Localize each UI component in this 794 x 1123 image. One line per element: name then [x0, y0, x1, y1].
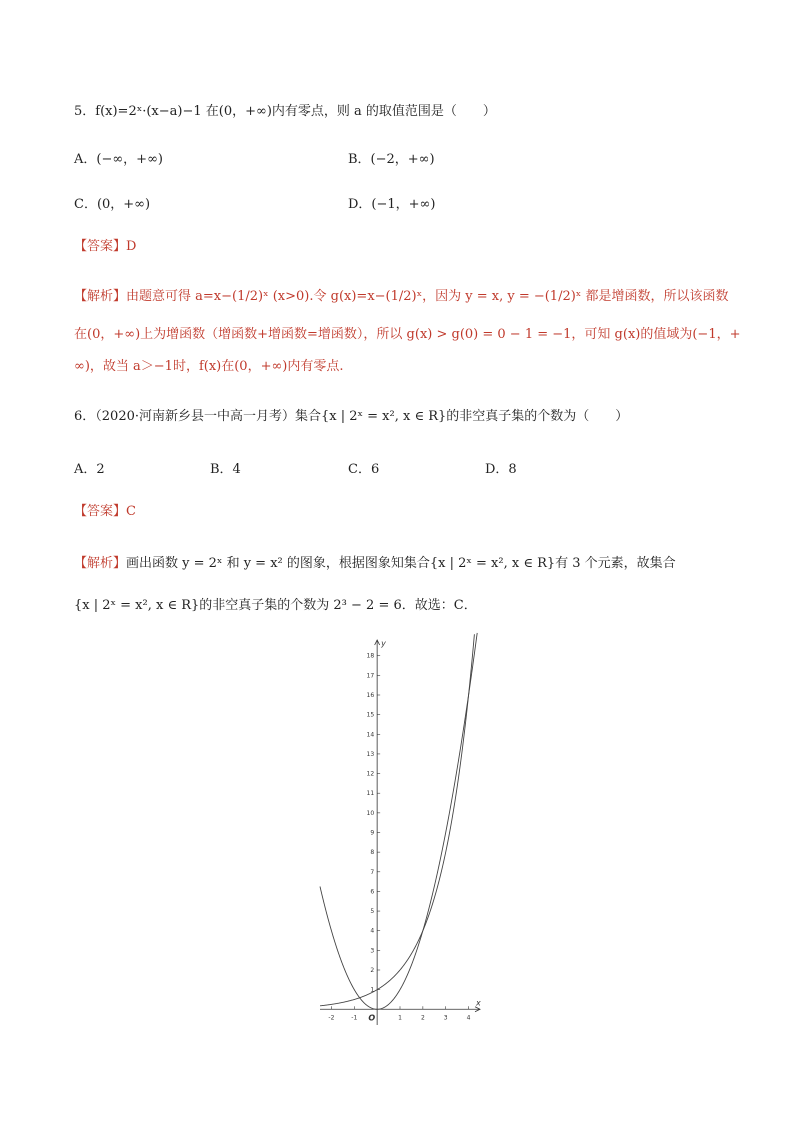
- q6-answer-value: C: [126, 504, 136, 519]
- x-axis-label: x: [476, 998, 481, 1008]
- q5-analysis-text-1: 由题意可得 a=x−(1/2)ˣ (x>0).令 g(x)=x−(1/2)ˣ，因为 y = x, y = −(1/2)ˣ 都是增函数，所以该函数: [126, 289, 729, 304]
- origin-label: O: [368, 1013, 376, 1023]
- q6-option-b: B．4: [210, 462, 241, 477]
- function-graph: [320, 640, 480, 1025]
- y-tick-label: 11: [366, 790, 375, 798]
- q5-analysis-line-1: [74, 288, 728, 306]
- x-tick-label: 4: [466, 1014, 471, 1022]
- y-tick-label: 16: [366, 692, 375, 699]
- graph-labels: [328, 639, 481, 1022]
- y-tick-label: 17: [366, 672, 375, 680]
- y-tick-label: 18: [366, 652, 375, 660]
- y-tick-label: 7: [370, 868, 375, 876]
- y-tick-label: 4: [370, 927, 375, 935]
- curve-parabola: [320, 633, 477, 1009]
- q5-analysis-line-2: 在(0，+∞)上为增函数（增函数+增函数=增函数），所以 g(x) > g(0) = 0 − 1 = −1，可知 g(x)的值域为(−1，+: [74, 327, 741, 342]
- y-tick-label: 3: [370, 947, 375, 955]
- y-tick-label: 9: [370, 829, 375, 837]
- x-tick-label: 3: [443, 1014, 448, 1022]
- y-tick-label: 10: [366, 809, 375, 817]
- y-tick-label: 1: [370, 986, 375, 994]
- x-tick-label: -1: [351, 1014, 358, 1022]
- graph-ticks: [331, 656, 468, 1010]
- q5-answer-tag: 【答案】: [74, 239, 127, 254]
- q5-stem: 5．f(x)=2ˣ·(x−a)−1 在(0，+∞)内有零点，则 a 的取值范围是（ ）: [74, 104, 496, 119]
- x-tick-label: 1: [398, 1014, 402, 1022]
- y-tick-label: 6: [370, 888, 375, 896]
- q6-stem: 6．（2020·河南新乡县一中高一月考）集合{x | 2ˣ = x², x ∈ R}的非空真子集的个数为（ ）: [74, 409, 629, 424]
- q6-analysis-line-2: {x | 2ˣ = x², x ∈ R}的非空真子集的个数为 2³ − 2 = 6．故选：C．: [74, 598, 477, 613]
- y-tick-label: 13: [366, 750, 375, 758]
- y-tick-label: 5: [370, 908, 375, 916]
- q6-option-a: A．2: [74, 462, 105, 477]
- y-tick-label: 14: [366, 731, 375, 739]
- graph-curves: [320, 633, 477, 1009]
- q6-option-d: D．8: [485, 462, 517, 477]
- q5-answer: [74, 238, 136, 256]
- q6-analysis-line-1: [74, 555, 676, 573]
- q6-answer: [74, 503, 136, 521]
- q5-option-d: D．(−1，+∞): [348, 197, 436, 212]
- x-tick-label: -2: [328, 1014, 335, 1022]
- y-tick-label: 12: [366, 770, 375, 778]
- curve-exponential: [320, 634, 474, 1006]
- q6-analysis-tag: 【解析】: [74, 556, 127, 571]
- q5-option-a: A．(−∞，+∞): [74, 152, 163, 167]
- y-tick-label: 8: [370, 849, 375, 857]
- y-tick-label: 15: [366, 711, 375, 719]
- q6-analysis-text-1: 画出函数 y = 2ˣ 和 y = x² 的图象，根据图象知集合{x | 2ˣ = x², x ∈ R}有 3 个元素，故集合: [126, 556, 676, 571]
- q5-analysis-tag: 【解析】: [74, 289, 127, 304]
- q5-option-c: C．(0，+∞): [74, 197, 151, 212]
- q5-analysis-line-3: ∞)，故当 a＞−1时，f(x)在(0，+∞)内有零点.: [74, 359, 344, 374]
- q5-option-b: B．(−2，+∞): [348, 152, 435, 167]
- q6-option-c: C．6: [348, 462, 380, 477]
- y-tick-label: 2: [370, 967, 375, 974]
- x-tick-label: 2: [420, 1014, 425, 1022]
- q5-answer-value: D: [126, 239, 137, 254]
- q6-answer-tag: 【答案】: [74, 504, 127, 519]
- y-axis-label: y: [381, 639, 386, 648]
